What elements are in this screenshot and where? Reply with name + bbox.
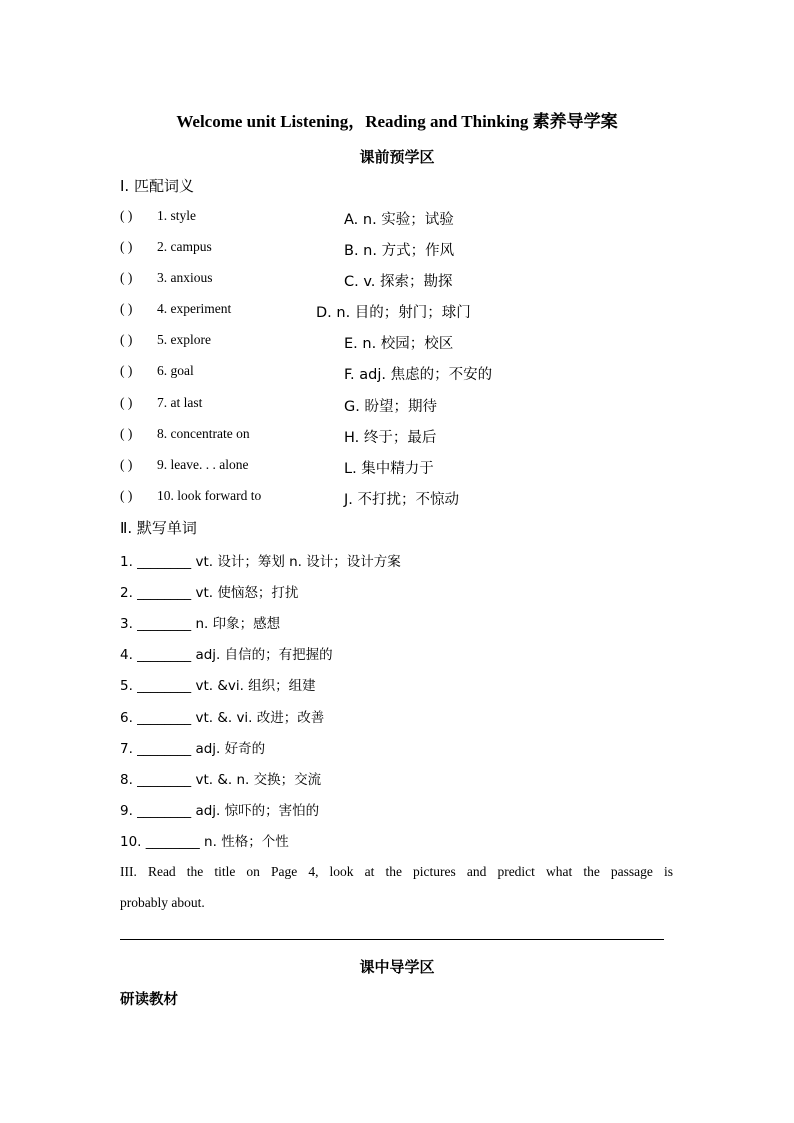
matching-meaning: F. adj. 焦虑的；不安的 (344, 367, 493, 383)
part1-heading: I. 匹配词义 (120, 177, 194, 195)
matching-row (120, 270, 680, 292)
matching-row (120, 332, 680, 354)
matching-word: 3. anxious (157, 270, 213, 285)
answer-blank: ( ) (120, 332, 133, 347)
matching-row (120, 395, 680, 417)
dictation-item: 3. ________ n. 印象；感想 (120, 616, 281, 632)
matching-word: 8. concentrate on (157, 426, 250, 441)
matching-word: 1. style (157, 208, 196, 223)
matching-meaning: D. n. 目的；射门；球门 (316, 305, 471, 321)
matching-meaning: C. v. 探索；勘探 (344, 274, 453, 290)
matching-word: 10. look forward to (157, 488, 262, 503)
dictation-item: 9. ________ adj. 惊吓的；害怕的 (120, 803, 320, 819)
answer-blank: ( ) (120, 363, 133, 378)
page-title: Welcome unit Listening，Reading and Thinking 素养导学案 (176, 112, 618, 131)
matching-row (120, 426, 680, 448)
answer-blank: ( ) (120, 301, 133, 316)
part3-question-line1: III. Read the title on Page 4, look at the pictures and predict what the passage is (120, 864, 673, 879)
matching-meaning: A. n. 实验；试验 (344, 212, 454, 228)
answer-blank: ( ) (120, 426, 133, 441)
matching-row (120, 208, 680, 230)
dictation-item: 1. ________ vt. 设计；筹划 n. 设计；设计方案 (120, 554, 401, 570)
matching-word: 4. experiment (157, 301, 232, 316)
answer-blank: ( ) (120, 239, 133, 254)
dictation-item: 4. ________ adj. 自信的；有把握的 (120, 647, 333, 663)
dictation-item: 7. ________ adj. 好奇的 (120, 741, 266, 757)
matching-row (120, 488, 680, 510)
answer-blank: ( ) (120, 457, 133, 472)
dictation-item: 2. ________ vt. 使恼怒；打扰 (120, 585, 299, 601)
dictation-item: 5. ________ vt. &vi. 组织；组建 (120, 678, 316, 694)
matching-word: 6. goal (157, 363, 194, 378)
matching-row (120, 457, 680, 479)
matching-word: 7. at last (157, 395, 203, 410)
answer-blank: ( ) (120, 488, 133, 503)
matching-row (120, 301, 680, 323)
matching-row (120, 239, 680, 261)
dictation-item: 6. ________ vt. &. vi. 改进；改善 (120, 710, 325, 726)
matching-word: 2. campus (157, 239, 212, 254)
matching-word: 9. leave. . . alone (157, 457, 249, 472)
answer-blank: ( ) (120, 395, 133, 410)
section-pre-class: 课前预学区 (359, 148, 435, 166)
dictation-item: 8. ________ vt. &. n. 交换；交流 (120, 772, 322, 788)
answer-blank: ( ) (120, 270, 133, 285)
dictation-item: 10. ________ n. 性格；个性 (120, 834, 289, 850)
section-in-class: 课中导学区 (359, 958, 435, 976)
matching-meaning: E. n. 校园；校区 (344, 336, 454, 352)
matching-meaning: H. 终于；最后 (344, 430, 437, 446)
matching-word: 5. explore (157, 332, 211, 347)
part3-question-line2: probably about. (120, 895, 205, 910)
matching-meaning: G. 盼望；期待 (344, 399, 437, 415)
answer-blank: ( ) (120, 208, 133, 223)
subsection-heading: 研读教材 (120, 992, 178, 1008)
matching-meaning: L. 集中精力于 (344, 461, 434, 477)
section-divider (120, 939, 664, 940)
matching-row (120, 363, 680, 385)
matching-meaning: B. n. 方式；作风 (344, 243, 455, 259)
part2-heading: Ⅱ. 默写单词 (120, 519, 197, 537)
matching-meaning: J. 不打扰；不惊动 (344, 492, 459, 508)
